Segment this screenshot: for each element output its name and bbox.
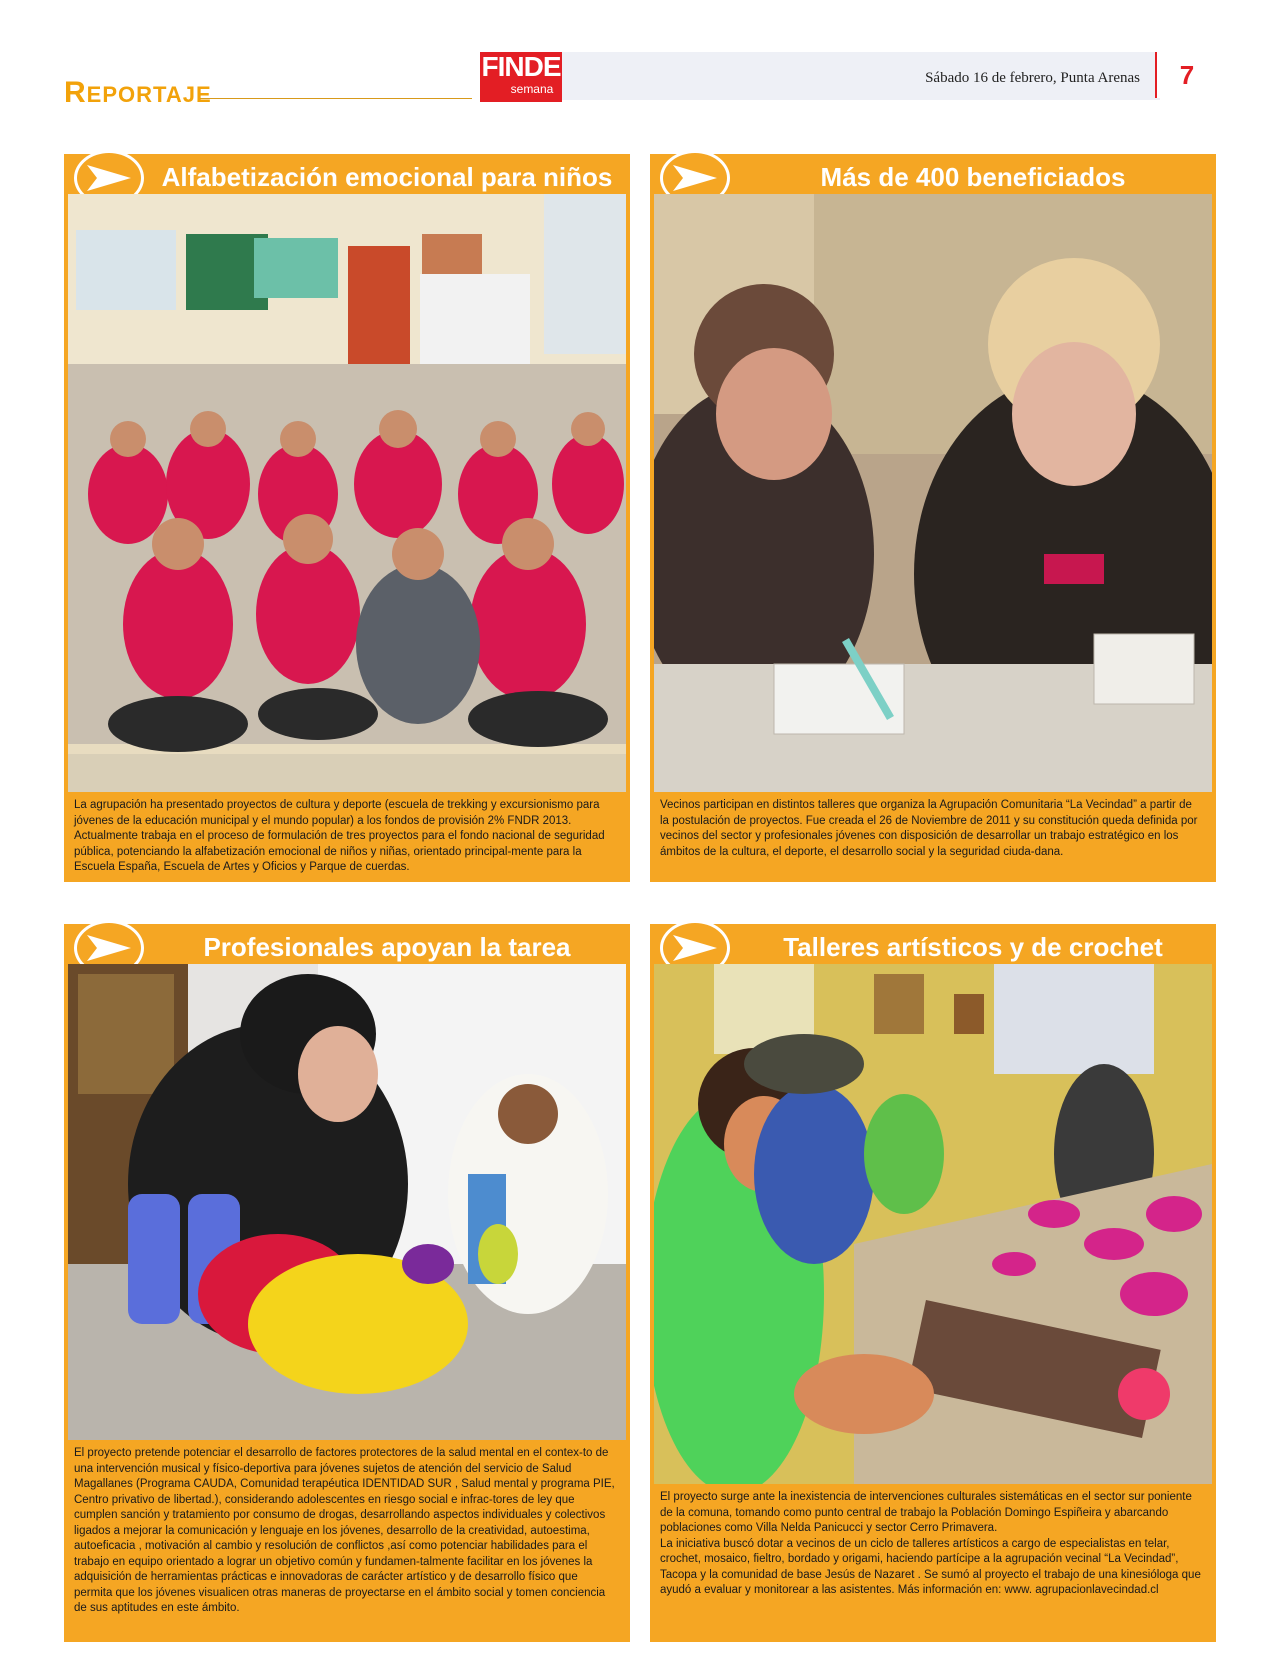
logo-top-text: FINDE xyxy=(481,51,561,82)
caption-paragraph: La agrupación ha presentado proyectos de cultura y deporte (escuela de trekking y excursionismo para jóvenes de la educación municipal y el mundo popular) a los fondos de provisión 2% FNDR 2013. Actualmente trabaja en el proceso de formulación de tres proyectos para el fondo nacional de seguridad pública, potenciando la alfabetización emocional de niños y niñas, orientado principal-mente para la Escuela España, Escuela de Artes y Oficios y Parque de cuerdas. xyxy=(74,799,605,873)
panel-title: Talleres artísticos y de crochet xyxy=(783,932,1163,962)
section-title xyxy=(64,76,212,110)
page-number: 7 xyxy=(1155,52,1217,98)
caption-paragraph: El proyecto pretende potenciar el desarrollo de factores protectores de la salud mental en el contex-to de una intervención musical y físico-deportiva para jóvenes sujetos de atención del servicio de Salud Magallanes (Programa CAUDA, Comunidad terapéutica IDENTIDAD SUR , Salud mental y programa PIE, Centro privativo de libertad.), considerando adolescentes en riesgo social e infrac-tores de ley que cumplen sanción y tratamiento por consumo de drogas, desarrollando aspectos individuales y colectivos ligados a mejorar la comunicación y lenguaje en los jóvenes, desarrollo de la creatividad, autoestima, autoeficacia , motivación al cambio y resolución de conflictos ,así como potenciar habilidades para el trabajo en equipo orientado a lograr un objetivo común y fundamen-talmente facilitar en los jóvenes la adquisición de herramientas prácticas e innovadoras de carácter artístico y de desarrollo físico que permita que los jóvenes visualicen otras maneras de proyectarse en el ámbito social y tomen conciencia de sus aptitudes en este ámbito. xyxy=(74,1447,615,1614)
panel-title: Alfabetización emocional para niños xyxy=(161,162,613,192)
caption-paragraph-2: La iniciativa buscó dotar a vecinos de un ciclo de talleres artísticos a cargo de especialistas en telar, crochet, mosaico, fieltro, bordado y origami, haciendo partícipe a la agrupación vecinal “La Vecindad”, Tacopa y la comunidad de base Jesús de Nazaret . Se sumó al proyecto el trabajo de una kinesióloga que ayudó a evaluar y monitorear a las asistentes. Más información en: www. agrupacionlavecindad.cl xyxy=(660,1537,1201,1596)
panel-title: Más de 400 beneficiados xyxy=(820,162,1126,192)
panel-caption xyxy=(74,798,616,876)
caption-paragraph: Vecinos participan en distintos talleres que organiza la Agrupación Comunitaria “La Vecindad” a partir de la postulación de proyectos. Fue creada el 26 de Noviembre de 2011 y su constitución queda definida por vecinos del sector y profesionales jóvenes con disposición de desarrollar un trabajo estratégico en los ámbitos de la cultura, el deporte, el desarrollo social y la seguridad ciuda-dana. xyxy=(660,799,1198,858)
caption-paragraph-1: El proyecto surge ante la inexistencia de intervenciones culturales sistemáticas en el sector sur poniente de la comuna, tomando como punto central de trabajo la Población Domingo Espiñeira y abarcando poblaciones como Villa Nelda Panicucci y sector Cerro Primavera. xyxy=(660,1491,1192,1534)
panel-caption xyxy=(74,1446,616,1617)
article-panel-3 xyxy=(64,924,630,1642)
section-title-rest: EPORTAJE xyxy=(86,82,212,107)
wool-felting-photo xyxy=(68,964,626,1440)
children-classroom-photo xyxy=(68,194,626,792)
finde-logo xyxy=(480,52,562,102)
weaving-workshop-photo xyxy=(654,964,1212,1484)
article-panel-4 xyxy=(650,924,1216,1642)
section-title-cap: R xyxy=(64,76,87,109)
panel-caption xyxy=(660,1490,1202,1599)
panel-caption xyxy=(660,798,1202,860)
women-workshop-photo xyxy=(654,194,1212,792)
panel-title: Profesionales apoyan la tarea xyxy=(203,932,571,962)
title-rule xyxy=(200,98,472,99)
article-panel-1 xyxy=(64,154,630,882)
dateline: Sábado 16 de febrero, Punta Arenas xyxy=(925,70,1140,86)
article-panel-2 xyxy=(650,154,1216,882)
logo-bottom-text: semana xyxy=(510,82,554,96)
